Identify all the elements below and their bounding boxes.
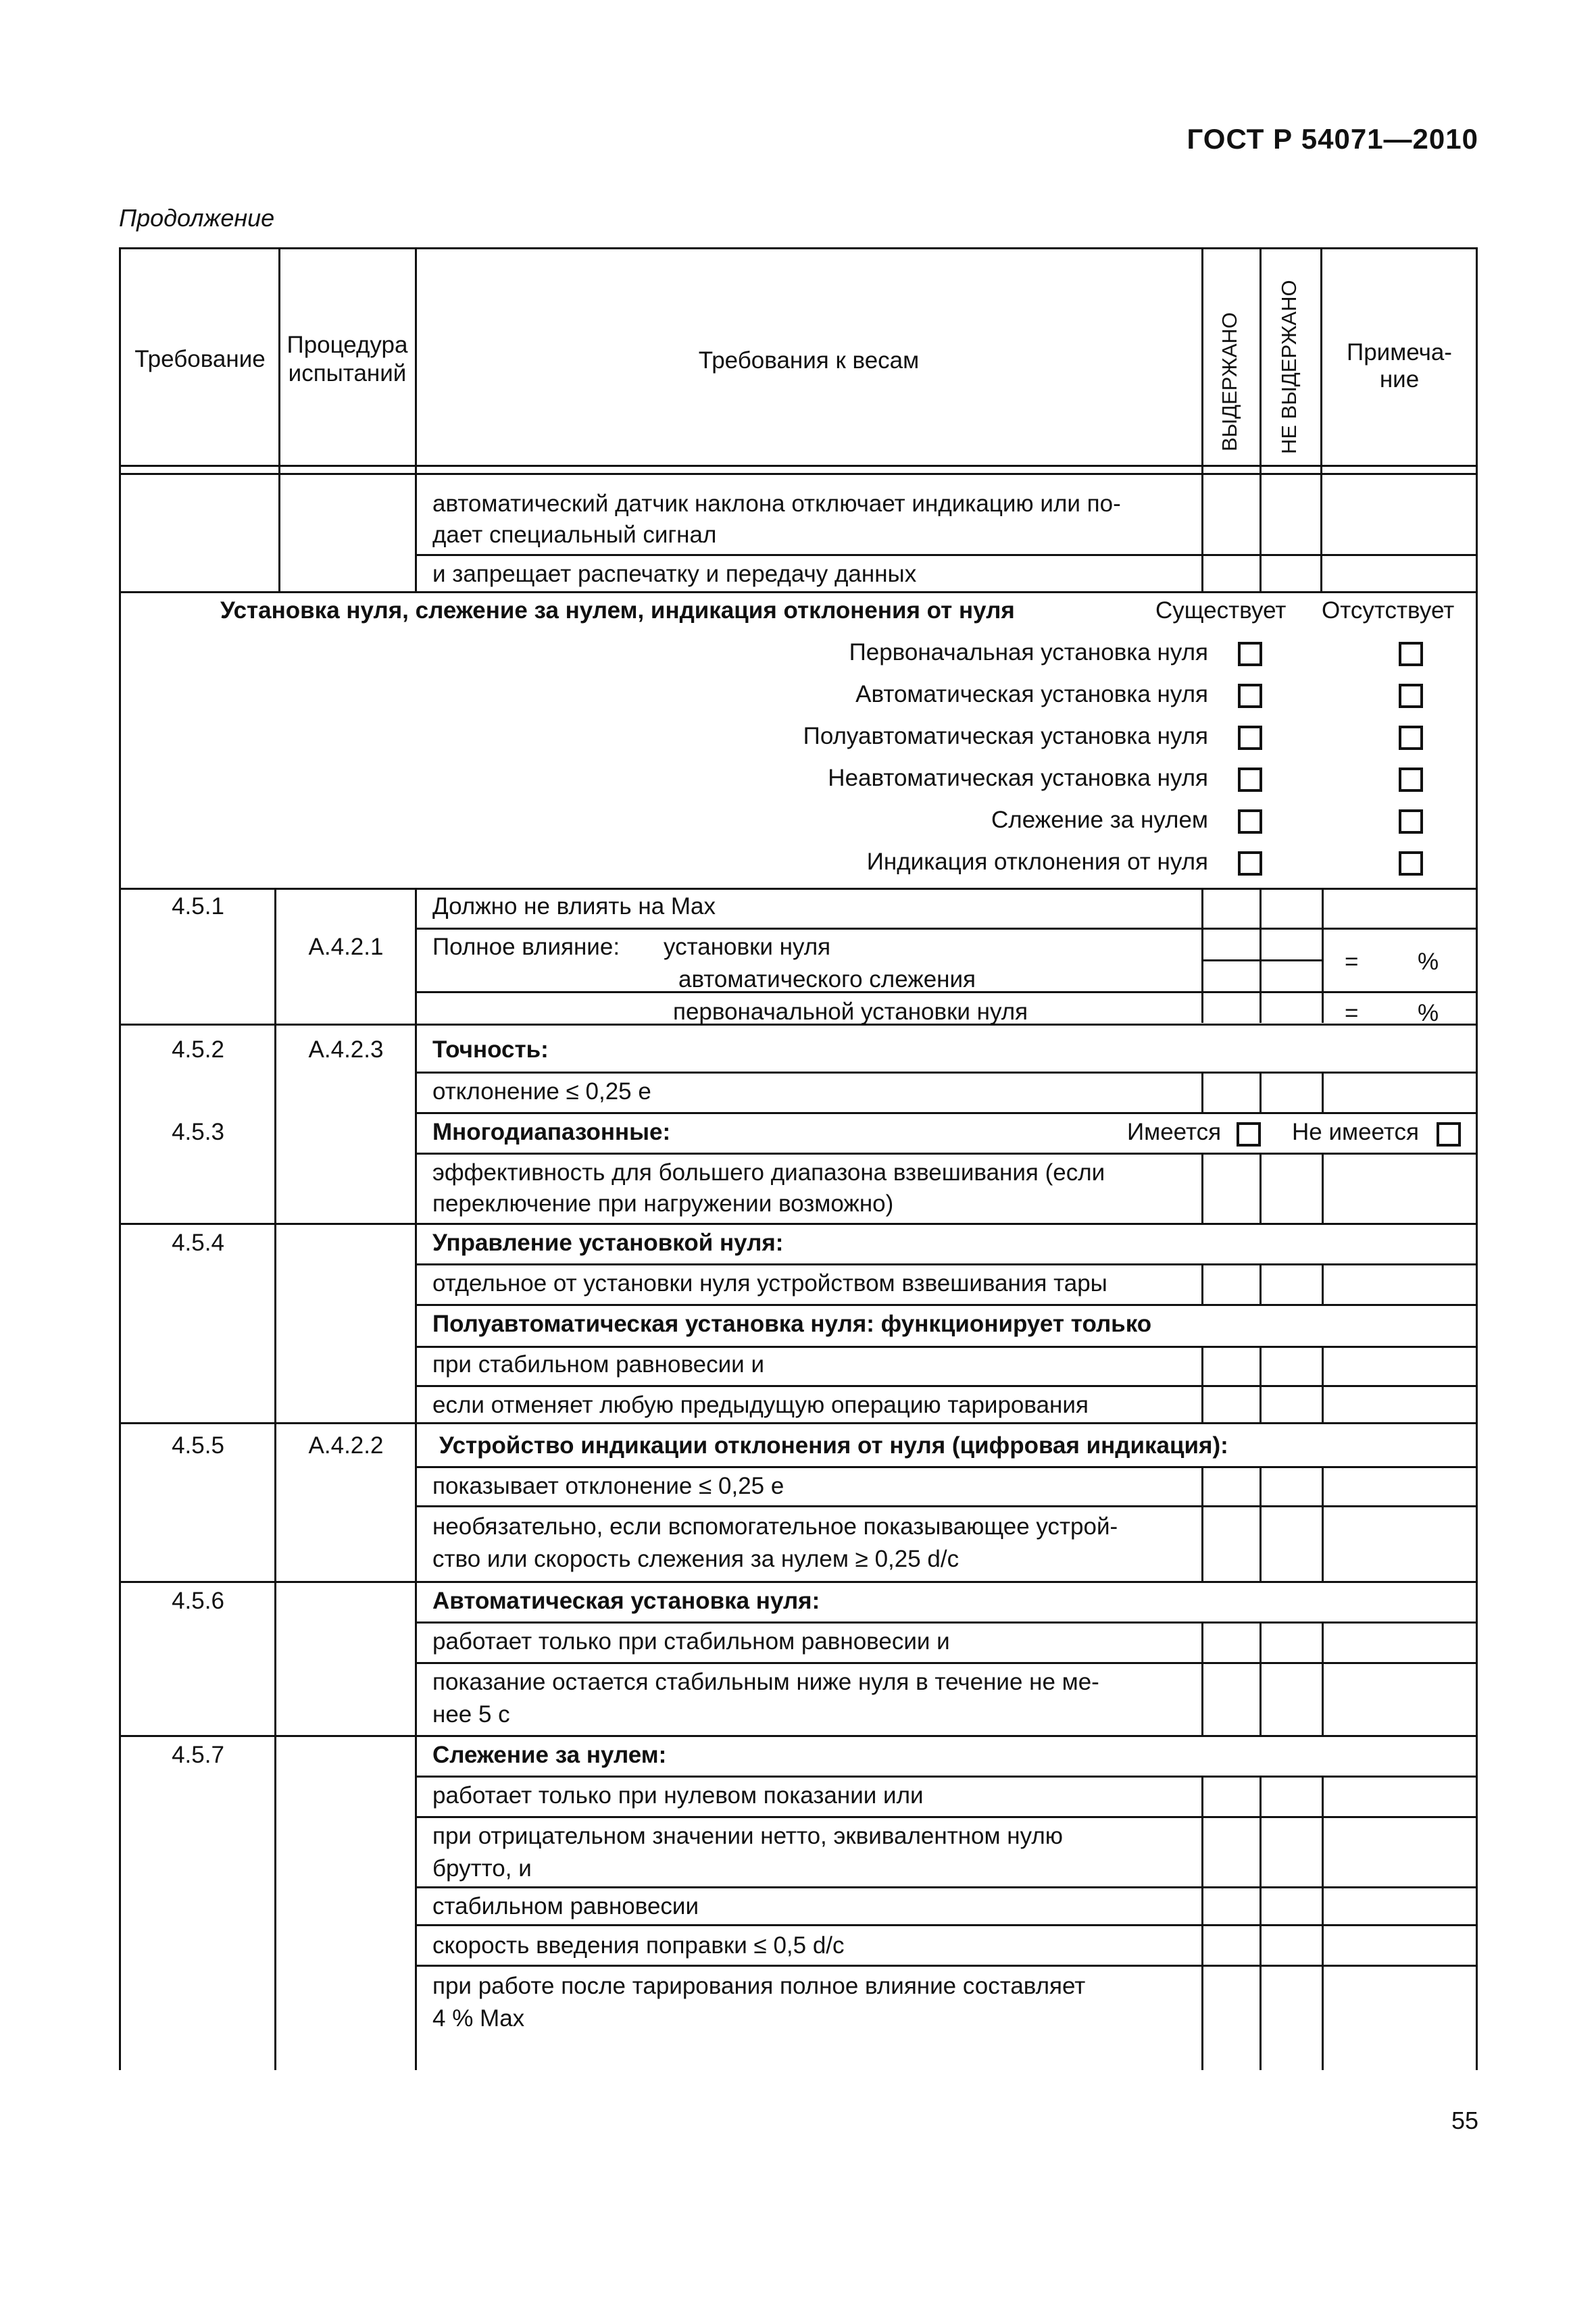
- s457-line2a: при отрицательном значении нетто, эквивалентном нулю: [432, 1823, 1064, 1849]
- top-row2: и запрещает распечатку и передачу данных: [432, 561, 917, 587]
- s451-full-effect: Полное влияние:: [432, 934, 620, 960]
- s457-line3: стабильном равновесии: [432, 1893, 699, 1919]
- zero-tracking-absent-checkbox[interactable]: [1399, 809, 1423, 834]
- zero-initial-absent-checkbox[interactable]: [1399, 642, 1423, 666]
- col-header-procedure-line2: испытаний: [288, 360, 407, 386]
- zero-automatic-absent-checkbox[interactable]: [1399, 684, 1423, 708]
- zero-nonautomatic-absent-checkbox[interactable]: [1399, 768, 1423, 792]
- zero-item-tracking: Слежение за нулем: [991, 807, 1208, 833]
- page-number: 55: [1451, 2107, 1478, 2134]
- req-4-5-2: 4.5.2: [172, 1036, 224, 1063]
- zero-item-semiautomatic: Полуавтоматическая установка нуля: [803, 723, 1208, 749]
- col-header-note-line1: Примеча-: [1347, 339, 1452, 366]
- s453-has-not-label: Не имеется: [1292, 1119, 1419, 1145]
- col-header-passed: ВЫДЕРЖАНО: [1218, 312, 1241, 451]
- s455-line2a: необязательно, если вспомогательное показывающее устрой-: [432, 1513, 1118, 1540]
- s453-has-not-checkbox[interactable]: [1437, 1122, 1461, 1147]
- s457-line5b: 4 % Max: [432, 2005, 525, 2032]
- s451-pct-1: %: [1418, 949, 1439, 975]
- s452-title: Точность:: [432, 1036, 549, 1063]
- zero-item-automatic: Автоматическая установка нуля: [855, 681, 1208, 707]
- continuation-label: Продолжение: [119, 204, 275, 232]
- zero-section-title: Установка нуля, слежение за нулем, индикация отклонения от нуля: [220, 597, 1015, 624]
- s457-line2b: брутто, и: [432, 1855, 532, 1882]
- s454-sub-title: Полуавтоматическая установка нуля: функционирует только: [432, 1311, 1152, 1337]
- s453-title: Многодиапазонные:: [432, 1119, 671, 1145]
- document-id: ГОСТ Р 54071—2010: [1187, 123, 1478, 155]
- s451-option-auto-tracking: автоматического слежения: [678, 966, 976, 992]
- s455-line1: показывает отклонение ≤ 0,25 e: [432, 1473, 784, 1499]
- s451-pct-2: %: [1418, 1000, 1439, 1026]
- s453-line2: переключение при нагружении возможно): [432, 1190, 894, 1217]
- s451-line1: Должно не влиять на Max: [432, 893, 716, 920]
- s457-line1: работает только при нулевом показании или: [432, 1782, 924, 1809]
- proc-a-4-2-1: A.4.2.1: [308, 934, 384, 960]
- zero-item-nonautomatic: Неавтоматическая установка нуля: [828, 765, 1208, 791]
- col-header-note-line2: ние: [1379, 366, 1420, 393]
- s454-line1: отдельное от установки нуля устройством взвешивания тары: [432, 1270, 1107, 1297]
- s451-option-zero-setting: установки нуля: [664, 934, 831, 960]
- proc-a-4-2-3: A.4.2.3: [308, 1036, 384, 1063]
- zero-tracking-exists-checkbox[interactable]: [1238, 809, 1262, 834]
- s451-eq-2: =: [1345, 1000, 1359, 1026]
- s455-line2b: ство или скорость слежения за нулем ≥ 0,25 d/с: [432, 1546, 959, 1572]
- zero-section-exists-label: Существует: [1155, 597, 1287, 624]
- proc-a-4-2-2: A.4.2.2: [308, 1432, 384, 1459]
- zero-item-initial: Первоначальная установка нуля: [849, 639, 1208, 665]
- s456-line1: работает только при стабильном равновесии и: [432, 1628, 950, 1655]
- s455-title: Устройство индикации отклонения от нуля (цифровая индикация):: [439, 1432, 1228, 1459]
- s453-has-checkbox[interactable]: [1237, 1122, 1261, 1147]
- req-4-5-5: 4.5.5: [172, 1432, 224, 1459]
- top-row1-line1: автоматический датчик наклона отключает индикацию или по-: [432, 491, 1121, 517]
- col-header-failed: НЕ ВЫДЕРЖАНО: [1277, 280, 1301, 454]
- s451-option-initial-zero: первоначальной установки нуля: [673, 999, 1028, 1025]
- s456-line2b: нее 5 с: [432, 1701, 510, 1728]
- s453-line1: эффективность для большего диапазона взвешивания (если: [432, 1159, 1105, 1186]
- req-4-5-1: 4.5.1: [172, 893, 224, 920]
- s453-has-label: Имеется: [1127, 1119, 1222, 1145]
- s454-line2: при стабильном равновесии и: [432, 1351, 764, 1378]
- col-header-requirement: Требование: [134, 346, 266, 372]
- zero-nonautomatic-exists-checkbox[interactable]: [1238, 768, 1262, 792]
- s454-line3: если отменяет любую предыдущую операцию тарирования: [432, 1392, 1089, 1418]
- s456-title: Автоматическая установка нуля:: [432, 1588, 820, 1614]
- col-header-procedure-line1: Процедура: [286, 332, 408, 358]
- s452-line: отклонение ≤ 0,25 e: [432, 1078, 651, 1105]
- zero-section-absent-label: Отсутствует: [1322, 597, 1455, 624]
- s457-line5a: при работе после тарирования полное влияние составляет: [432, 1973, 1086, 1999]
- s457-line4: скорость введения поправки ≤ 0,5 d/с: [432, 1932, 845, 1959]
- s451-eq-1: =: [1345, 949, 1359, 975]
- s454-title: Управление установкой нуля:: [432, 1230, 784, 1256]
- zero-semiautomatic-absent-checkbox[interactable]: [1399, 726, 1423, 750]
- zero-deviation-exists-checkbox[interactable]: [1238, 851, 1262, 876]
- col-header-scale-requirements: Требования к весам: [698, 347, 920, 374]
- s456-line2a: показание остается стабильным ниже нуля в течение не ме-: [432, 1669, 1099, 1695]
- req-4-5-3: 4.5.3: [172, 1119, 224, 1145]
- req-4-5-7: 4.5.7: [172, 1742, 224, 1768]
- zero-deviation-absent-checkbox[interactable]: [1399, 851, 1423, 876]
- top-row1-line2: дает специальный сигнал: [432, 522, 717, 548]
- zero-item-deviation: Индикация отклонения от нуля: [866, 849, 1208, 875]
- req-4-5-4: 4.5.4: [172, 1230, 224, 1256]
- zero-semiautomatic-exists-checkbox[interactable]: [1238, 726, 1262, 750]
- zero-automatic-exists-checkbox[interactable]: [1238, 684, 1262, 708]
- zero-initial-exists-checkbox[interactable]: [1238, 642, 1262, 666]
- req-4-5-6: 4.5.6: [172, 1588, 224, 1614]
- s457-title: Слежение за нулем:: [432, 1742, 667, 1768]
